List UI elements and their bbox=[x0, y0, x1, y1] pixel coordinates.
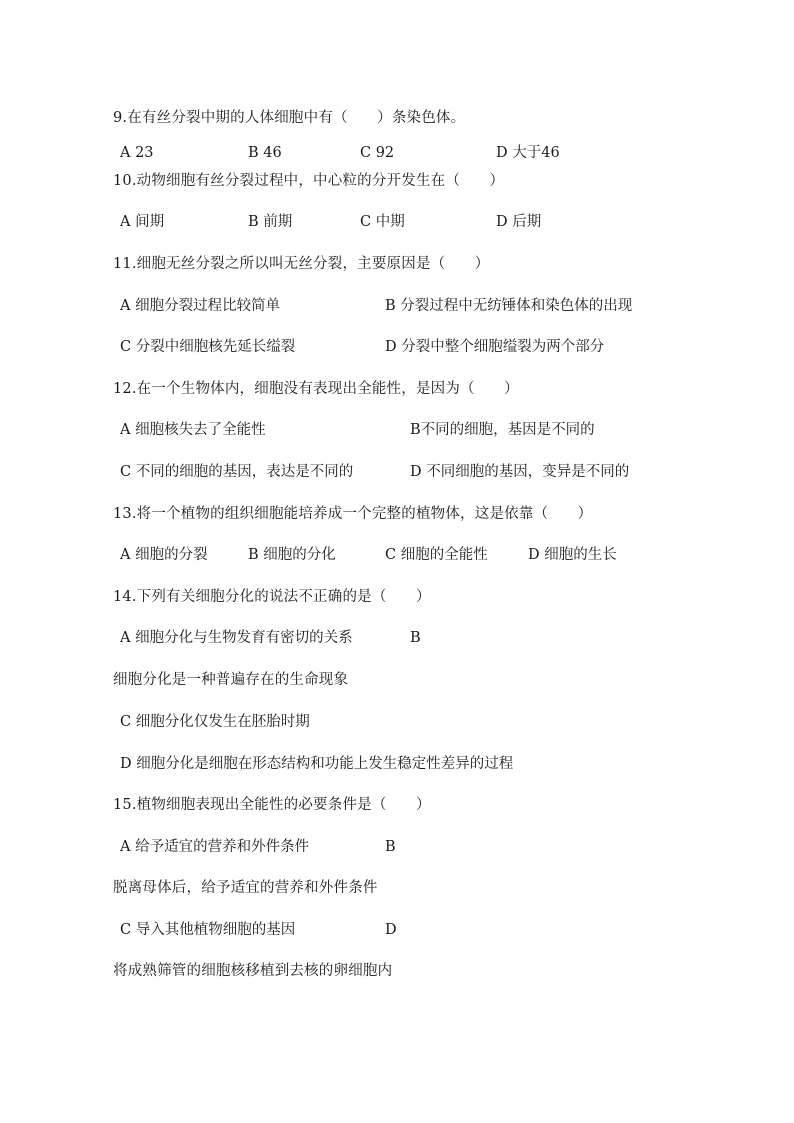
question-15-option-a: A 给予适宜的营养和外件条件 bbox=[120, 839, 310, 855]
question-14-option-b-marker: B bbox=[410, 630, 421, 646]
question-13-stem: 13.将一个植物的组织细胞能培养成一个完整的植物体，这是依靠（ ） bbox=[113, 506, 593, 522]
question-14-option-a: A 细胞分化与生物发育有密切的关系 bbox=[120, 630, 353, 646]
question-10-option-b: B 前期 bbox=[248, 214, 293, 230]
question-9-option-d: D 大于46 bbox=[496, 145, 560, 161]
question-10-option-c: C 中期 bbox=[360, 214, 405, 230]
question-15-option-d-marker: D bbox=[385, 922, 397, 938]
question-9-option-c: C 92 bbox=[360, 145, 395, 161]
question-10-option-d: D 后期 bbox=[496, 214, 542, 230]
question-15-option-c: C 导入其他植物细胞的基因 bbox=[120, 922, 296, 938]
question-12-option-a: A 细胞核失去了全能性 bbox=[120, 422, 266, 438]
question-12-stem: 12.在一个生物体内，细胞没有表现出全能性，是因为（ ） bbox=[113, 381, 519, 397]
question-14-stem: 14.下列有关细胞分化的说法不正确的是（ ） bbox=[113, 589, 431, 605]
question-13-option-c: C 细胞的全能性 bbox=[385, 547, 488, 563]
question-10-stem: 10.动物细胞有丝分裂过程中，中心粒的分开发生在（ ） bbox=[113, 173, 505, 189]
question-15-option-d-text: 将成熟筛管的细胞核移植到去核的卵细胞内 bbox=[113, 963, 393, 979]
question-11-stem: 11.细胞无丝分裂之所以叫无丝分裂，主要原因是（ ） bbox=[113, 256, 490, 272]
question-9-option-a: A 23 bbox=[120, 145, 154, 161]
question-11-option-d: D 分裂中整个细胞缢裂为两个部分 bbox=[385, 339, 605, 355]
question-12-option-b: B不同的细胞，基因是不同的 bbox=[410, 422, 595, 438]
question-13-option-a: A 细胞的分裂 bbox=[120, 547, 208, 563]
question-15-option-b-marker: B bbox=[385, 839, 396, 855]
question-11-option-a: A 细胞分裂过程比较简单 bbox=[120, 298, 281, 314]
question-13-option-d: D 细胞的生长 bbox=[528, 547, 617, 563]
question-14-option-c: C 细胞分化仅发生在胚胎时期 bbox=[120, 714, 310, 730]
question-12-option-d: D 不同细胞的基因，变异是不同的 bbox=[410, 464, 630, 480]
question-15-stem: 15.植物细胞表现出全能性的必要条件是（ ） bbox=[113, 797, 431, 813]
question-14-option-d: D 细胞分化是细胞在形态结构和功能上发生稳定性差异的过程 bbox=[120, 756, 514, 772]
question-9-option-b: B 46 bbox=[248, 145, 282, 161]
question-13-option-b: B 细胞的分化 bbox=[248, 547, 336, 563]
question-12-option-c: C 不同的细胞的基因，表达是不同的 bbox=[120, 464, 354, 480]
question-11-option-c: C 分裂中细胞核先延长缢裂 bbox=[120, 339, 296, 355]
question-15-option-b-text: 脱离母体后，给予适宜的营养和外件条件 bbox=[113, 880, 378, 896]
question-11-option-b: B 分裂过程中无纺锤体和染色体的出现 bbox=[385, 298, 633, 314]
question-10-option-a: A 间期 bbox=[120, 214, 165, 230]
question-14-option-b-text: 细胞分化是一种普遍存在的生命现象 bbox=[113, 672, 349, 688]
question-9-stem: 9.在有丝分裂中期的人体细胞中有（ ）条染色体。 bbox=[113, 110, 466, 126]
